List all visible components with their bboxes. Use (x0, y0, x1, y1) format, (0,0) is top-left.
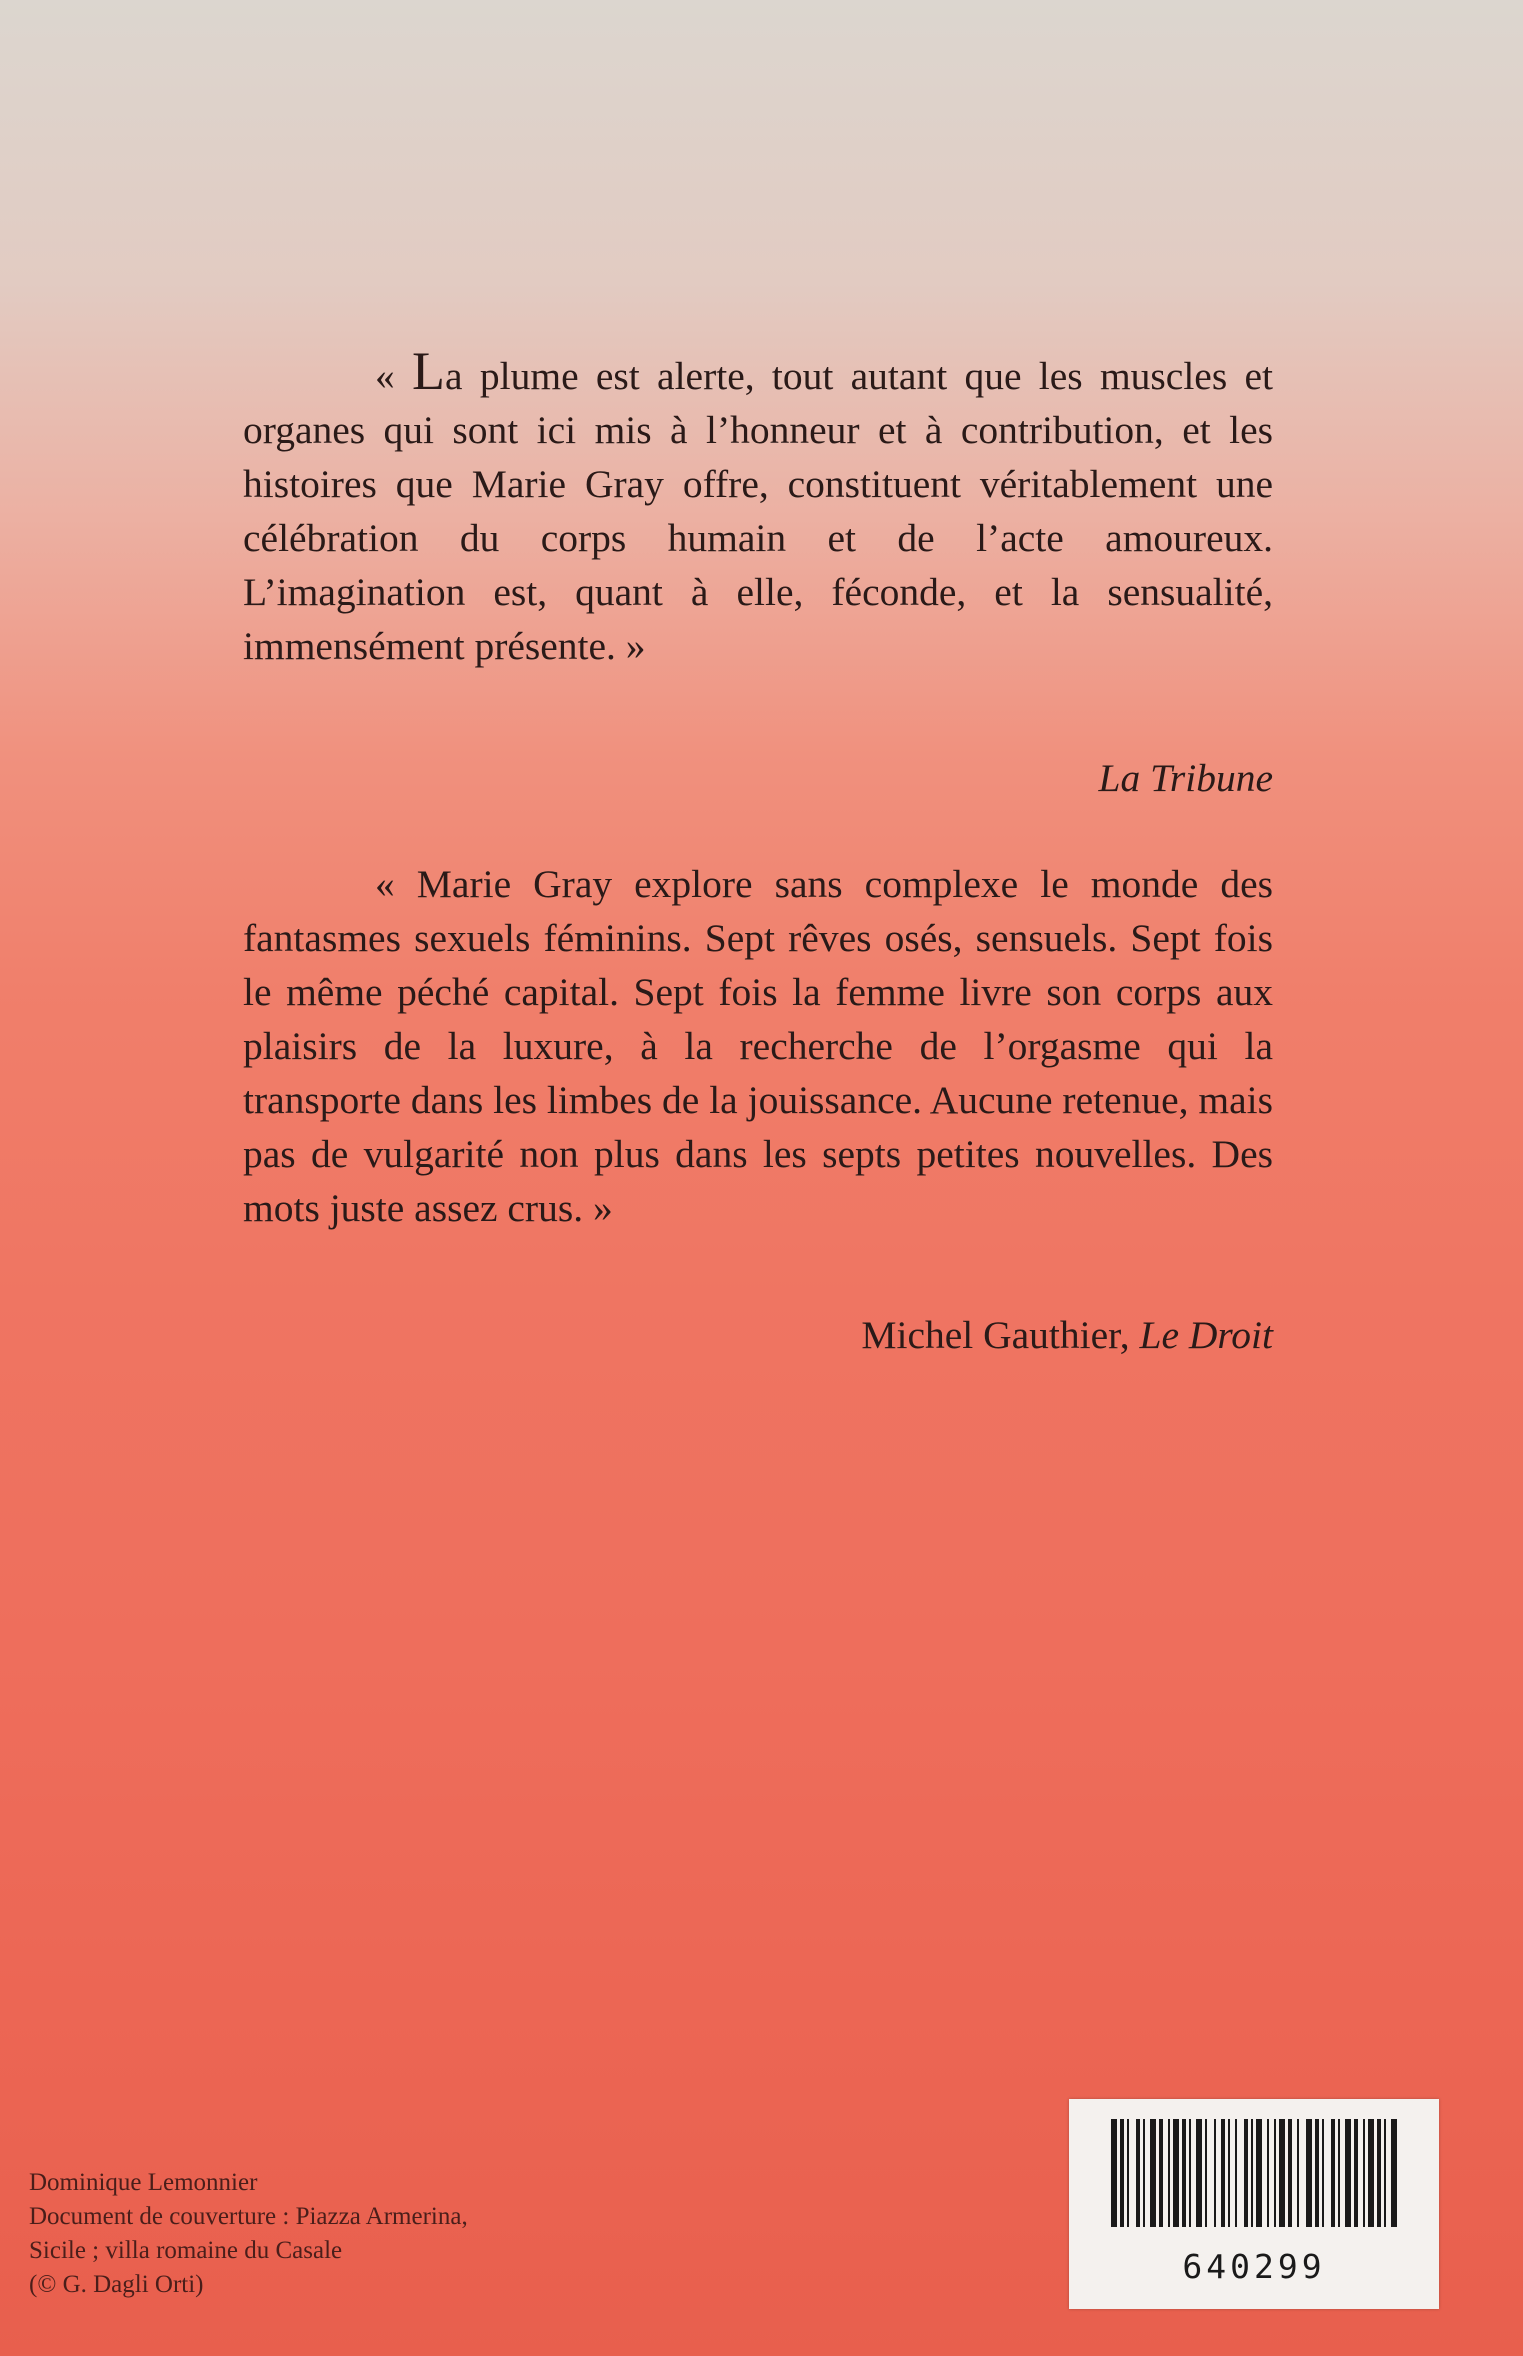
barcode-label (1069, 2099, 1439, 2309)
credits-line-3: Sicile ; villa romaine du Casale (29, 2237, 343, 2264)
review-1-dropcap: L (412, 341, 446, 401)
barcode-icon (1111, 2119, 1397, 2227)
barcode-bar (1256, 2119, 1262, 2227)
barcode-bar (1391, 2119, 1397, 2227)
barcode-bar (1127, 2119, 1129, 2227)
barcode-bar (1214, 2119, 1216, 2227)
barcode-bar (1274, 2119, 1276, 2227)
barcode-number: 640299 (1182, 2247, 1326, 2286)
credits-line-4: (© G. Dagli Orti) (29, 2271, 204, 2298)
barcode-bar (1136, 2119, 1140, 2227)
barcode-bar (1331, 2119, 1335, 2227)
credits-line-1: Dominique Lemonnier (29, 2169, 258, 2196)
review-2-source (861, 1308, 1273, 1362)
barcode-bar (1189, 2119, 1191, 2227)
barcode-bar (1196, 2119, 1202, 2227)
barcode-bar (1363, 2119, 1365, 2227)
barcode-bar (1120, 2119, 1124, 2227)
barcode-bar (1173, 2119, 1179, 2227)
cover-credits (29, 2166, 589, 2302)
barcode-bar (1251, 2119, 1253, 2227)
barcode-bar (1228, 2119, 1230, 2227)
barcode-bar (1288, 2119, 1292, 2227)
barcode-bar (1205, 2119, 1207, 2227)
barcode-bar (1384, 2119, 1386, 2227)
barcode-bar (1221, 2119, 1225, 2227)
review-2-source-publication: Le Droit (1139, 1313, 1273, 1357)
barcode-bar (1315, 2119, 1319, 2227)
review-2 (243, 857, 1273, 1235)
barcode-bar (1182, 2119, 1186, 2227)
review-2-source-name: Michel Gauthier, (861, 1313, 1140, 1357)
barcode-bar (1267, 2119, 1269, 2227)
credits-line-2: Document de couverture : Piazza Armerina, (29, 2203, 468, 2230)
barcode-bar (1322, 2119, 1324, 2227)
barcode-bar (1377, 2119, 1381, 2227)
barcode-bar (1150, 2119, 1156, 2227)
barcode-bar (1143, 2119, 1145, 2227)
review-2-text: « Marie Gray explore sans complexe le monde des fantasmes sexuels féminins. Sept rêves osés, sensuels. Sept fois le même péché capital. Sept fois la femme livre son corps aux plaisirs de la luxure, à la recherche de l’orgasme qui la transporte dans les limbes de la jouissance. Aucune retenue, mais pas de vulgarité non plus dans les septs petites nouvelles. Des mots juste assez crus. » (243, 862, 1273, 1230)
barcode-bar (1111, 2119, 1117, 2227)
barcode-bar (1168, 2119, 1170, 2227)
barcode-bar (1338, 2119, 1340, 2227)
barcode-bar (1279, 2119, 1285, 2227)
review-1-body: a plume est alerte, tout autant que les muscles et organes qui sont ici mis à l’honneur et à contribution, et les histoires que Marie Gray offre, constituent véritablement une célébration du corps humain et de l’acte amoureux. L’imagination est, quant à elle, féconde, et la sensualité, immensément présente. » (243, 354, 1273, 668)
barcode-bar (1235, 2119, 1237, 2227)
review-1-source-publication: La Tribune (1098, 756, 1273, 800)
barcode-bar (1345, 2119, 1351, 2227)
barcode-bar (1354, 2119, 1358, 2227)
review-1-quote-open: « (375, 354, 413, 398)
barcode-bar (1368, 2119, 1374, 2227)
review-1 (243, 341, 1273, 673)
review-1-text (243, 341, 1273, 673)
review-1-source (1098, 751, 1273, 805)
barcode-bar (1297, 2119, 1299, 2227)
barcode-bar (1159, 2119, 1163, 2227)
barcode-bar (1306, 2119, 1312, 2227)
barcode-bar (1244, 2119, 1248, 2227)
